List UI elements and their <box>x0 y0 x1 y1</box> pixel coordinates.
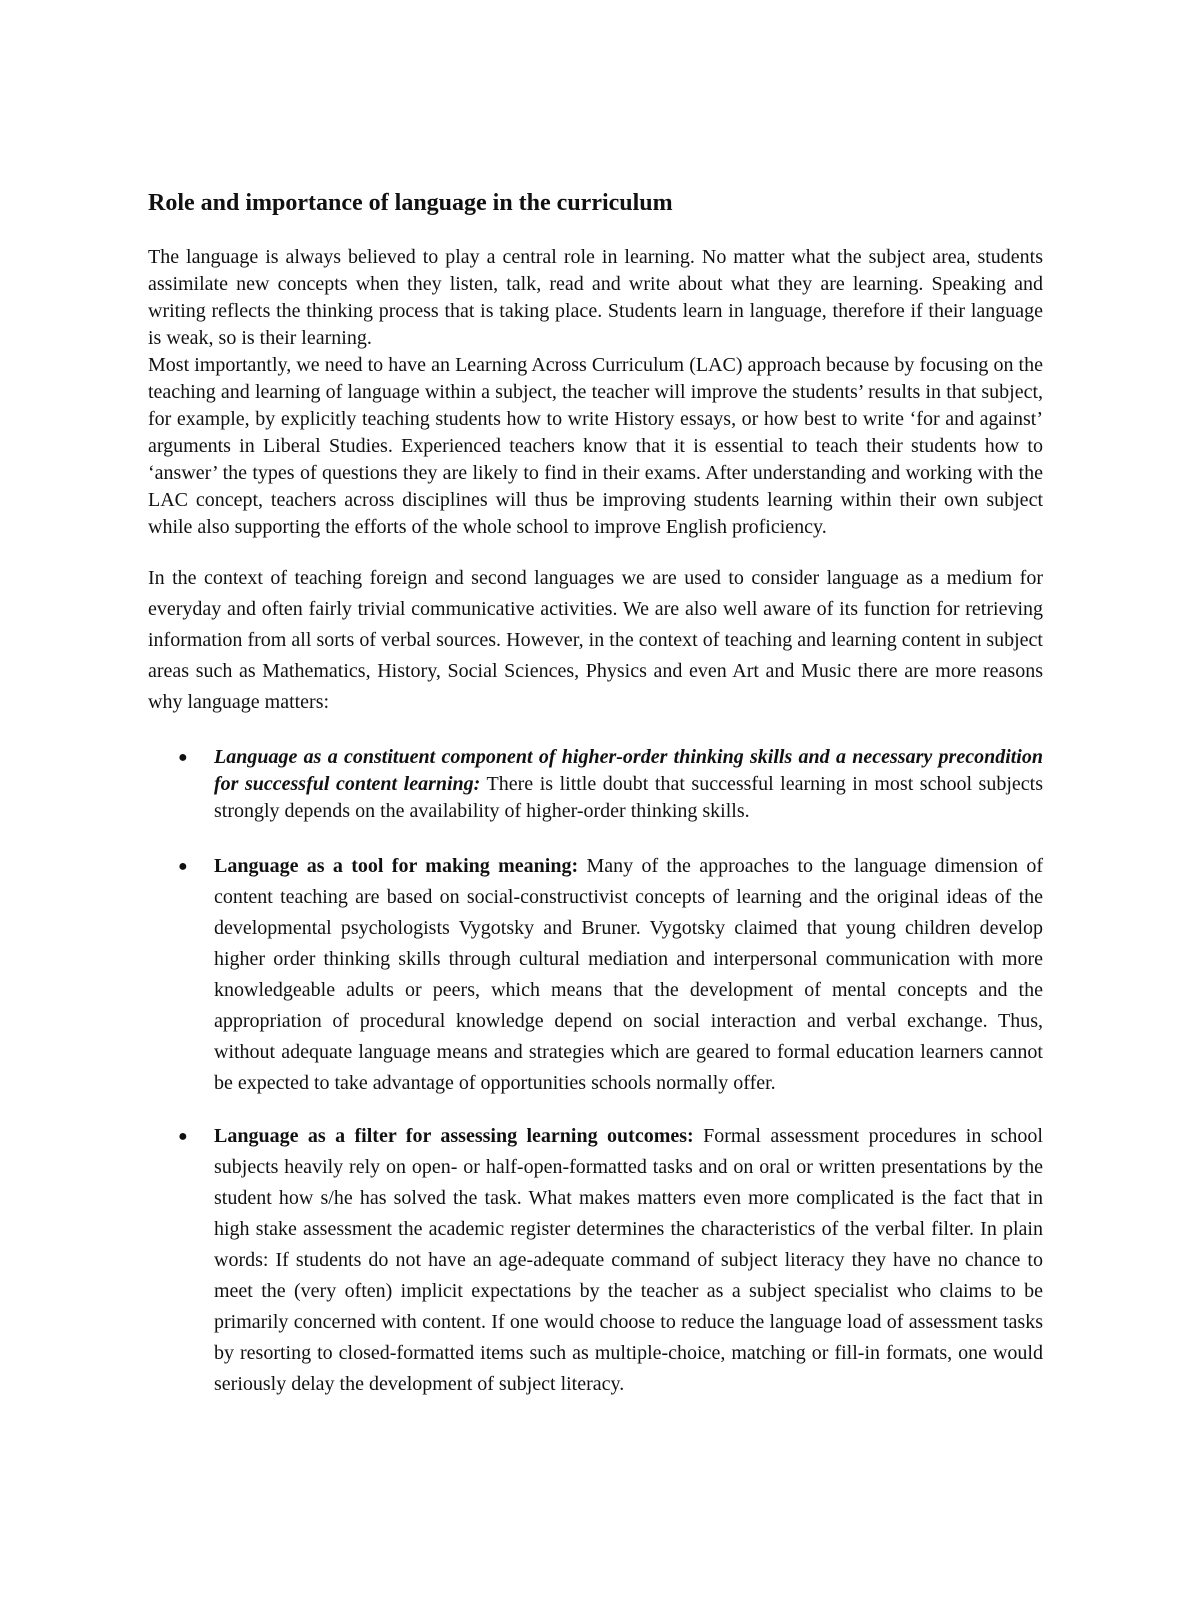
intro-sentence-2: Most importantly, we need to have an Learning Across Curriculum (LAC) approach because by focusing on the teaching and learning of language within a subject, the teacher will improve the students’ results in that subject, for example, by explicitly teaching students how to write History essays, or how best to write ‘for and against’ arguments in Liberal Studies. Experienced teachers know that it is essential to teach their students how to ‘answer’ the types of questions they are likely to find in their exams. After understanding and working with the LAC concept, teachers across disciplines will thus be improving students learning within their own subject while also supporting the efforts of the whole school to improve English proficiency. <box>148 354 1043 538</box>
bullet-icon: ● <box>178 749 188 766</box>
list-item-text: There is little doubt that successful learning in most school subjects strongly depends on the availability of higher-order thinking skills. <box>214 773 1043 822</box>
list-item <box>148 851 1043 1099</box>
document-page <box>148 188 1043 1422</box>
list-item <box>148 1121 1043 1400</box>
list-item-text: Formal assessment procedures in school subjects heavily rely on open- or half-open-formatted tasks and on oral or written presentations by the student how s/he has solved the task. What makes matters even more complicated is the fact that in high stake assessment the academic register determines the characteristics of the verbal filter. In plain words: If students do not have an age-adequate command of subject literacy they have no chance to meet the (very often) implicit expectations by the teacher as a subject specialist who claims to be primarily concerned with content. If one would choose to reduce the language load of assessment tasks by resorting to closed-formatted items such as multiple-choice, matching or fill-in formats, one would seriously delay the development of subject literacy. <box>214 1125 1043 1395</box>
intro-sentence-1: The language is always believed to play a central role in learning. No matter what the subject area, students assimilate new concepts when they listen, talk, read and write about what they are learning. Speaking and writing reflects the thinking process that is taking place. Students learn in language, therefore if their language is weak, so is their learning. <box>148 246 1043 349</box>
reasons-list <box>148 744 1043 1400</box>
page-title: Role and importance of language in the curriculum <box>148 190 673 216</box>
list-item-heading: Language as a tool for making meaning: <box>214 855 579 877</box>
context-paragraph: In the context of teaching foreign and second languages we are used to consider language as a medium for everyday and often fairly trivial communicative activities. We are also well aware of its function for retrieving information from all sorts of verbal sources. However, in the context of teaching and learning content in subject areas such as Mathematics, History, Social Sciences, Physics and even Art and Music there are more reasons why language matters: <box>148 567 1043 713</box>
list-item-heading: Language as a filter for assessing learning outcomes: <box>214 1125 694 1147</box>
list-item-heading: Language as a constituent component of higher-order thinking skills and a necessary precondition for successful content learning: <box>214 746 1043 795</box>
list-item <box>148 744 1043 825</box>
list-item-text: Many of the approaches to the language dimension of content teaching are based on social-constructivist concepts of learning and the original ideas of the developmental psychologists Vygotsky and Bruner. Vygotsky claimed that young children develop higher order thinking skills through cultural mediation and interpersonal communication with more knowledgeable adults or peers, which means that the development of mental concepts and the appropriation of procedural knowledge depend on social interaction and verbal exchange. Thus, without adequate language means and strategies which are geared to formal education learners cannot be expected to take advantage of opportunities schools normally offer. <box>214 855 1043 1094</box>
bullet-icon: ● <box>178 1128 188 1145</box>
intro-paragraph <box>148 244 1043 541</box>
bullet-icon: ● <box>178 858 188 875</box>
